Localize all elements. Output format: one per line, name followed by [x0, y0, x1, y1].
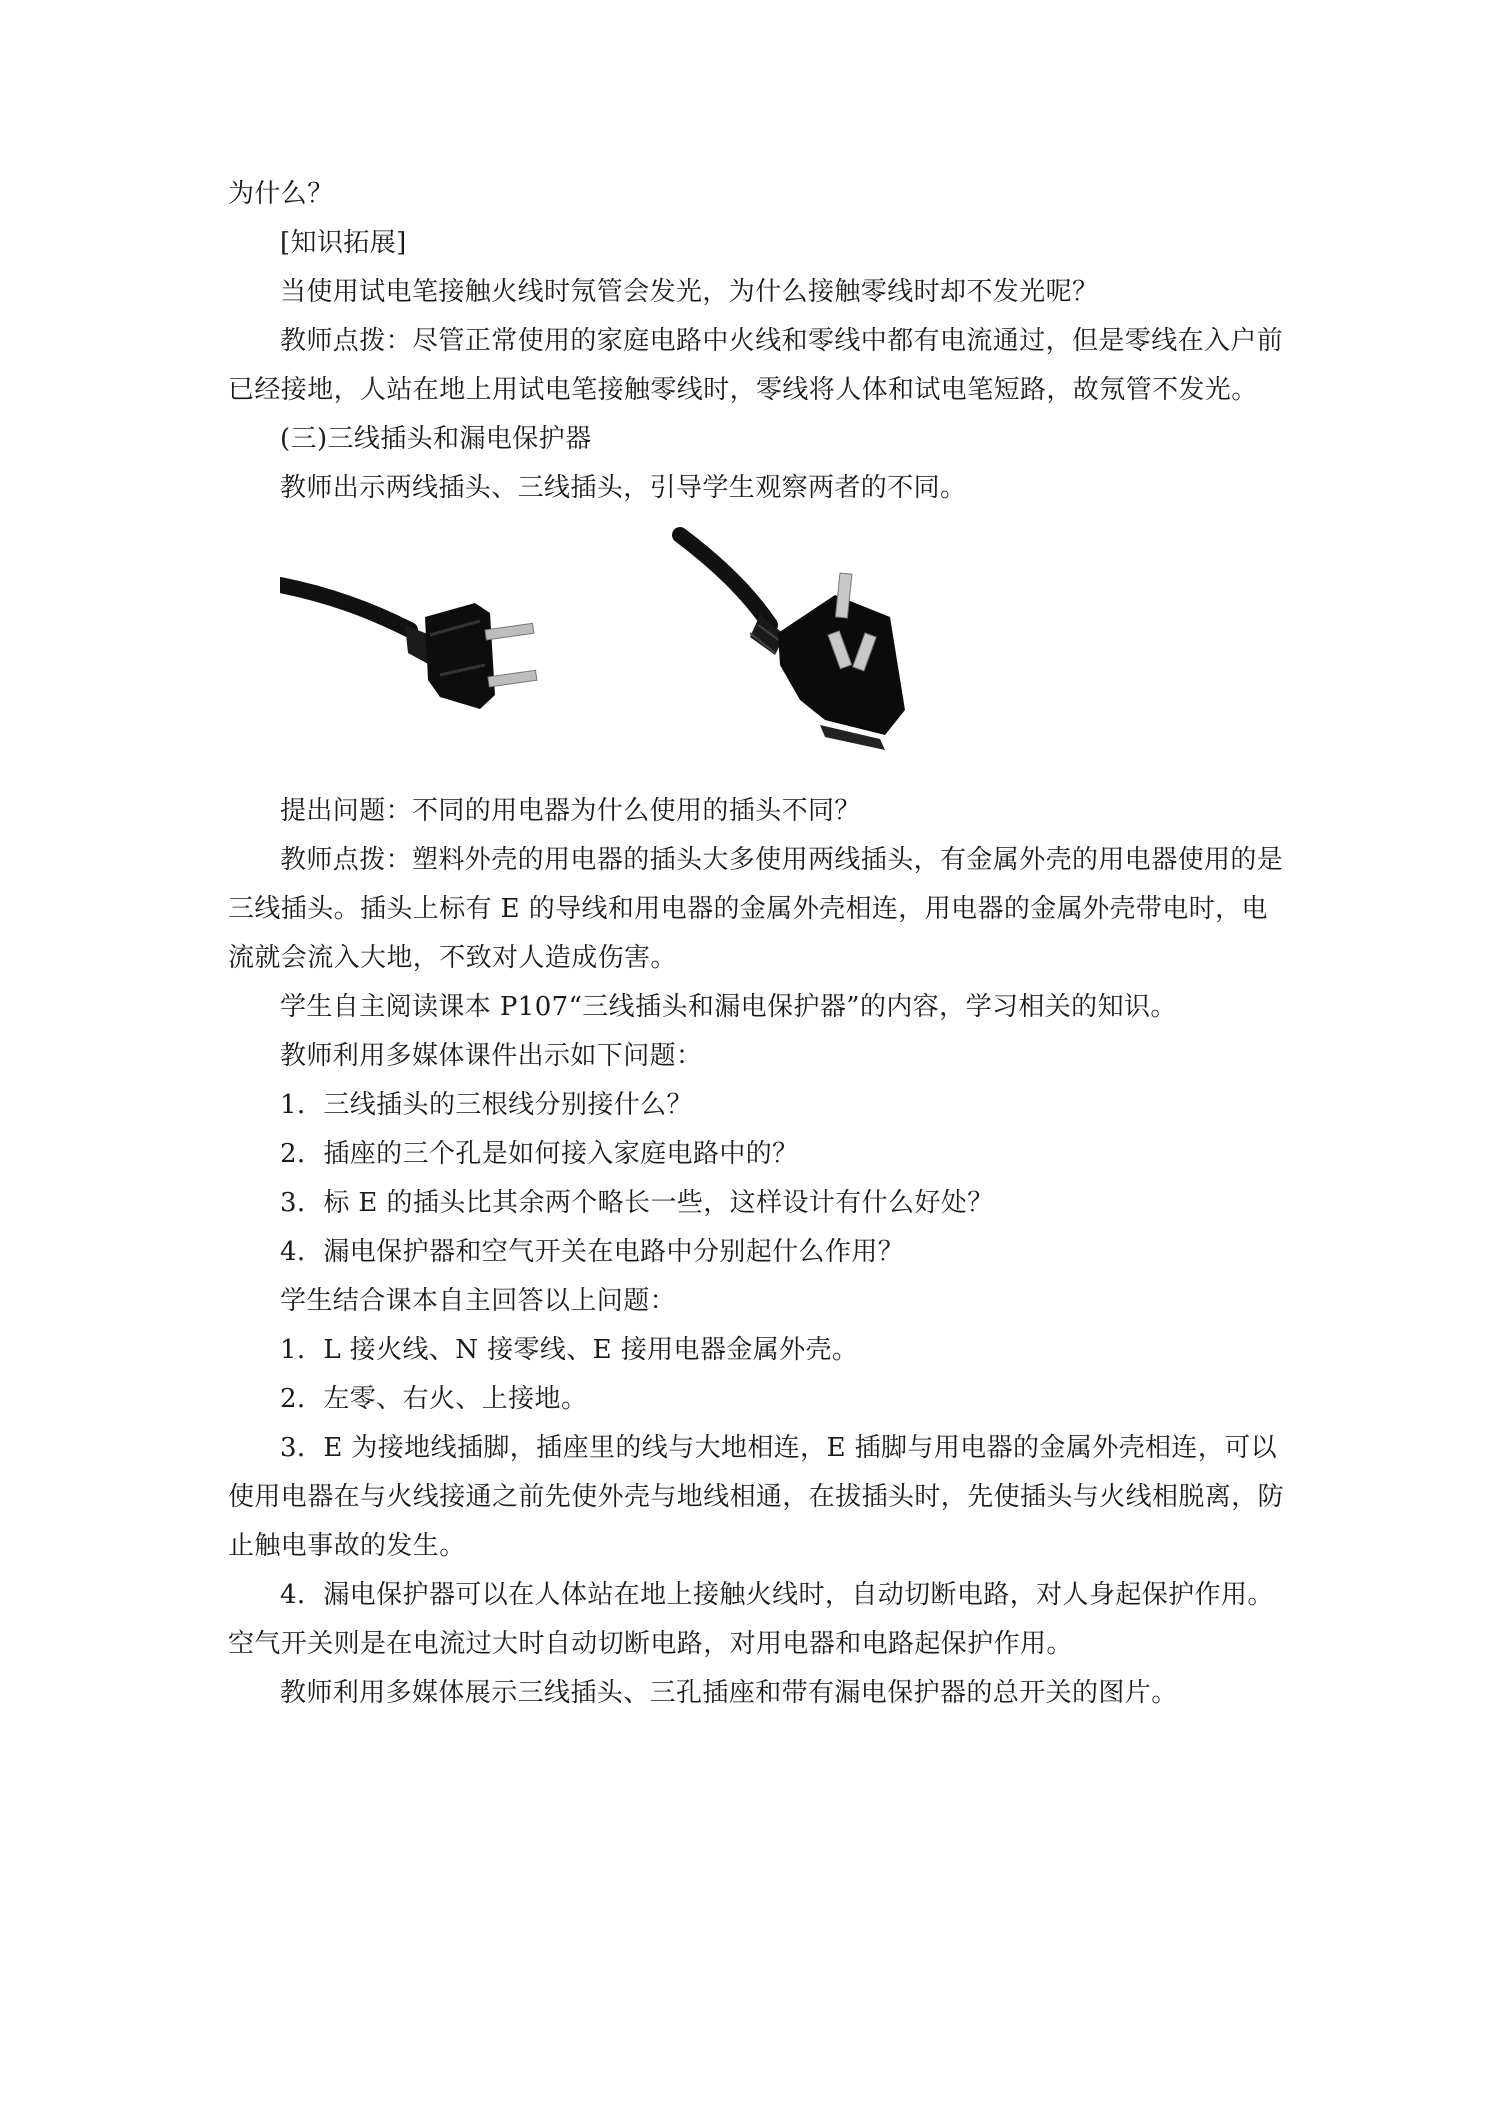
three-prong-plug-icon: [680, 535, 905, 750]
paragraph-line: 流就会流入大地，不致对人造成伤害。: [228, 943, 677, 973]
question-item: 1．三线插头的三根线分别接什么？: [280, 1090, 693, 1120]
paragraph-line: 教师出示两线插头、三线插头，引导学生观察两者的不同。: [280, 473, 967, 503]
paragraph-line: 教师点拨：尽管正常使用的家庭电路中火线和零线中都有电流通过，但是零线在入户前: [280, 326, 1284, 356]
question-item: 4．漏电保护器和空气开关在电路中分别起什么作用？: [280, 1237, 905, 1267]
answer-item: 3．E 为接地线插脚，插座里的线与大地相连，E 插脚与用电器的金属外壳相连，可以: [280, 1433, 1278, 1463]
answer-item: 1．L 接火线、N 接零线、E 接用电器金属外壳。: [280, 1335, 859, 1365]
section-heading: (三)三线插头和漏电保护器: [280, 424, 592, 454]
question-item: 3．标 E 的插头比其余两个略长一些，这样设计有什么好处？: [280, 1188, 994, 1218]
paragraph-line: 学生自主阅读课本 P107“三线插头和漏电保护器”的内容，学习相关的知识。: [280, 992, 1177, 1022]
paragraph-line: 为什么？: [228, 179, 334, 209]
answer-item: 止触电事故的发生。: [228, 1531, 466, 1561]
paragraph-line: 教师利用多媒体课件出示如下问题：: [280, 1041, 703, 1071]
paragraph-line: 教师点拨：塑料外壳的用电器的插头大多使用两线插头，有金属外壳的用电器使用的是: [280, 845, 1284, 875]
answer-item: 2．左零、右火、上接地。: [280, 1384, 588, 1414]
answer-item: 4．漏电保护器可以在人体站在地上接触火线时，自动切断电路，对人身起保护作用。: [280, 1580, 1274, 1610]
paragraph-line: 三线插头。插头上标有 E 的导线和用电器的金属外壳相连，用电器的金属外壳带电时，电: [228, 894, 1268, 924]
plugs-figure: [280, 525, 1020, 777]
answer-item: 空气开关则是在电流过大时自动切断电路，对用电器和电路起保护作用。: [228, 1629, 1073, 1659]
question-item: 2．插座的三个孔是如何接入家庭电路中的？: [280, 1139, 799, 1169]
paragraph-line: 提出问题：不同的用电器为什么使用的插头不同？: [280, 796, 861, 826]
section-label: [知识拓展]: [280, 228, 407, 258]
paragraph-line: 当使用试电笔接触火线时氖管会发光，为什么接触零线时却不发光呢？: [280, 277, 1099, 307]
answer-item: 使用电器在与火线接通之前先使外壳与地线相通，在拔插头时，先使插头与火线相脱离，防: [228, 1482, 1285, 1512]
paragraph-line: 教师利用多媒体展示三线插头、三孔插座和带有漏电保护器的总开关的图片。: [280, 1678, 1178, 1708]
paragraph-line: 学生结合课本自主回答以上问题：: [280, 1286, 677, 1316]
document-page: [228, 170, 1285, 1718]
paragraph-line: 已经接地，人站在地上用试电笔接触零线时，零线将人体和试电笔短路，故氖管不发光。: [228, 375, 1258, 405]
two-prong-plug-icon: [280, 585, 537, 709]
